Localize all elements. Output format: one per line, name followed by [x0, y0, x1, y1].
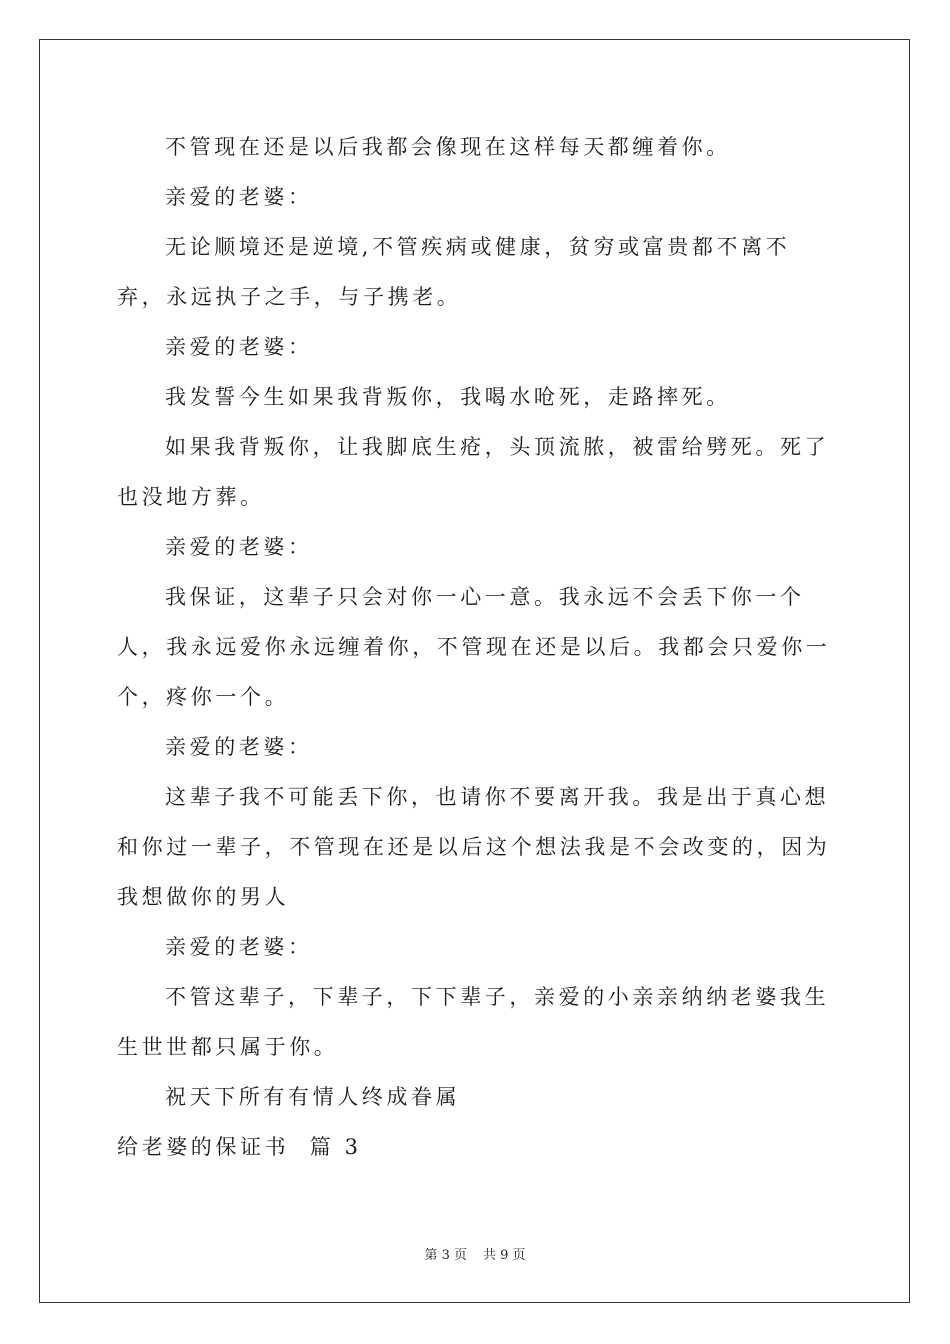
salutation: 亲爱的老婆： — [165, 735, 313, 759]
paragraph: 如果我背叛你，让我脚底生疮，头顶流脓，被雷给劈死。死了也没地方葬。 — [117, 435, 830, 509]
salutation: 亲爱的老婆： — [165, 335, 313, 359]
page-total: 共 9 页 — [483, 1248, 526, 1263]
paragraph: 我保证，这辈子只会对你一心一意。我永远不会丢下你一个人，我永远爱你永远缠着你，不管现在还是以后。我都会只爱你一个，疼你一个。 — [117, 585, 831, 709]
section-heading: 给老婆的保证书 篇 3 — [117, 1135, 362, 1159]
page-footer — [0, 1244, 950, 1263]
salutation: 亲爱的老婆： — [165, 185, 313, 209]
salutation: 亲爱的老婆： — [165, 935, 313, 959]
document-body — [117, 122, 833, 1172]
paragraph: 无论顺境还是逆境,不管疾病或健康，贫穷或富贵都不离不弃，永远执子之手，与子携老。 — [117, 235, 791, 309]
page-number: 第 3 页 — [424, 1248, 467, 1263]
paragraph: 我发誓今生如果我背叛你，我喝水呛死，走路摔死。 — [165, 385, 731, 409]
closing-line: 祝天下所有有情人终成眷属 — [165, 1085, 461, 1109]
paragraph: 不管现在还是以后我都会像现在这样每天都缠着你。 — [165, 135, 731, 159]
paragraph: 不管这辈子，下辈子，下下辈子，亲爱的小亲亲纳纳老婆我生生世世都只属于你。 — [117, 985, 830, 1059]
salutation: 亲爱的老婆： — [165, 535, 313, 559]
paragraph: 这辈子我不可能丢下你，也请你不要离开我。我是出于真心想和你过一辈子，不管现在还是以后这个想法我是不会改变的，因为我想做你的男人 — [117, 785, 831, 909]
